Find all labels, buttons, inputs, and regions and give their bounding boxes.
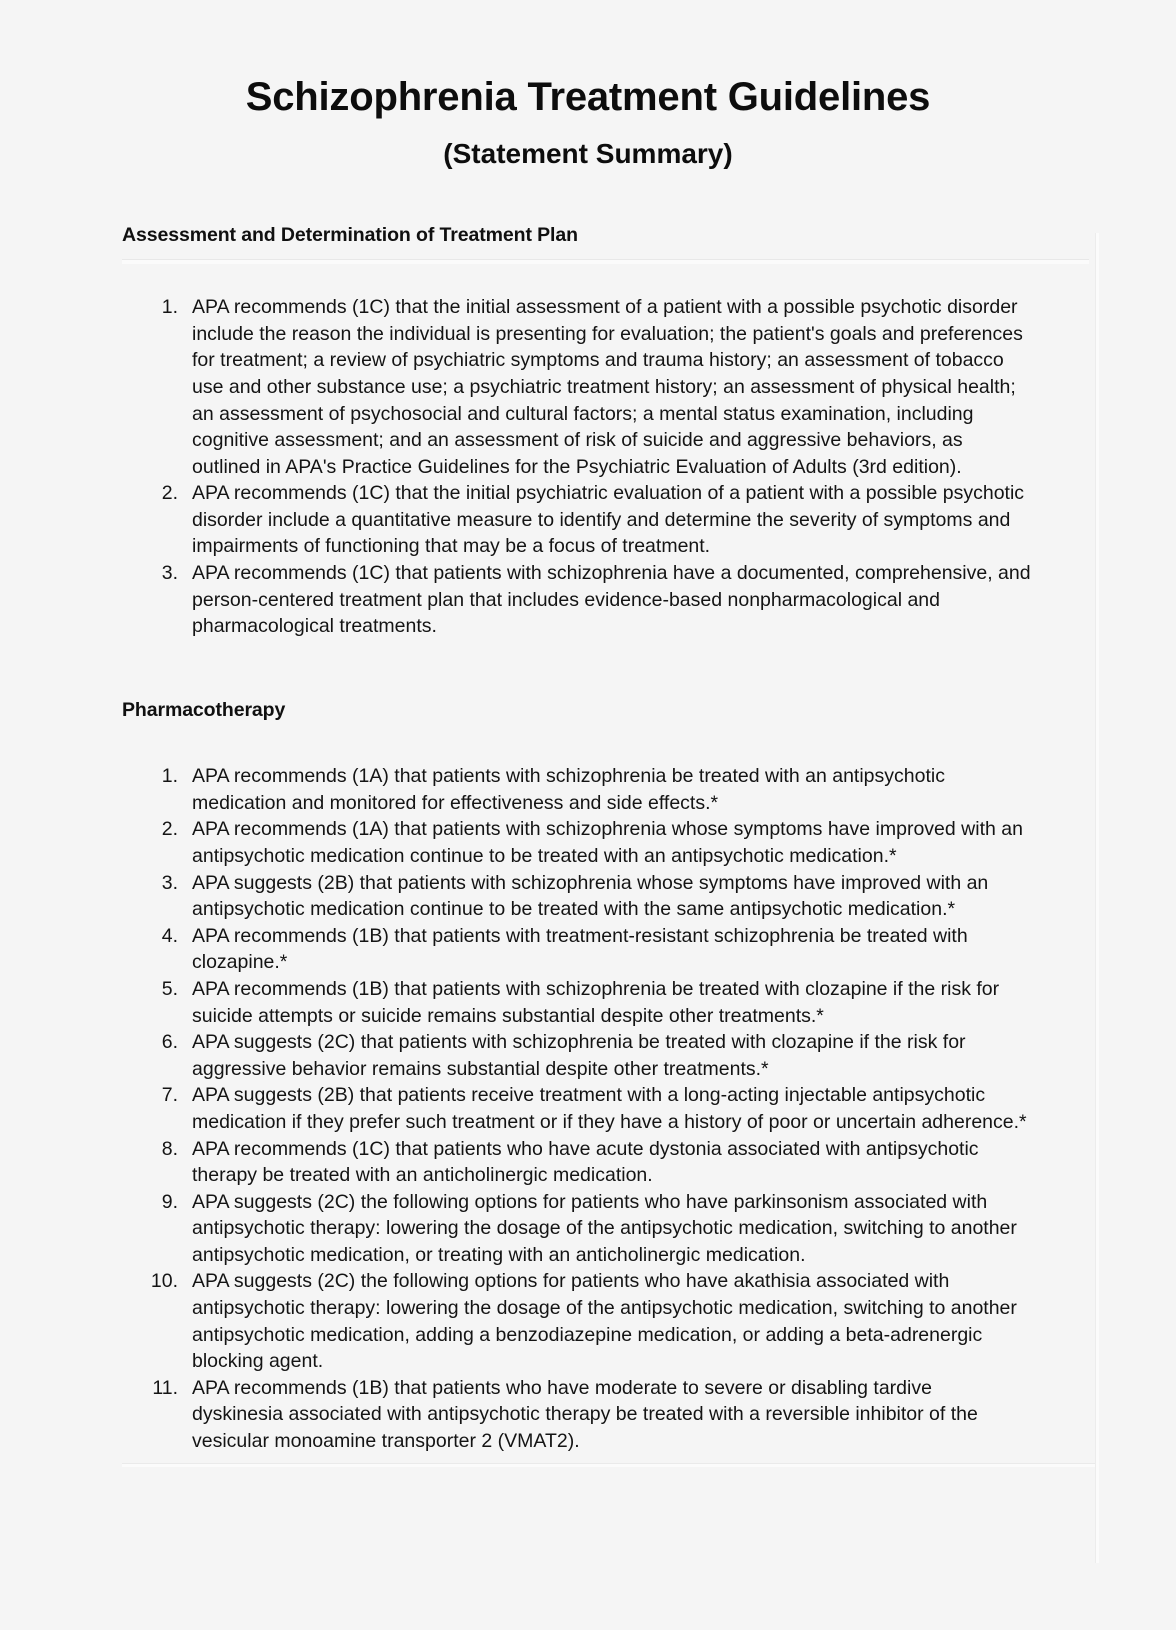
list-item-text: APA suggests (2C) that patients with schizophrenia be treated with clozapine if the risk for aggressive behavior remains substantial despite other treatments.* — [192, 1031, 966, 1080]
list-item — [122, 763, 1027, 816]
list-item-marker: 9. — [161, 1190, 178, 1213]
list-item-text: APA recommends (1A) that patients with schizophrenia whose symptoms have improved with an antipsychotic medication continue to be treated with an antipsychotic medication.* — [192, 818, 1023, 867]
list-item-marker: 1. — [161, 765, 178, 788]
list-item-marker: 11. — [152, 1376, 178, 1399]
list-item-text: APA recommends (1A) that patients with schizophrenia be treated with an antipsychotic medication and monitored for effectiveness and side effects.* — [192, 765, 945, 814]
document-content — [77, 223, 1099, 1455]
list-item — [122, 560, 1034, 640]
title-block — [0, 0, 1176, 171]
list-item-text: APA recommends (1B) that patients with schizophrenia be treated with clozapine if the risk for suicide attempts or suicide remains substantial despite other treatments.* — [192, 977, 1000, 1027]
list-item-text: APA recommends (1B) that patients who have moderate to severe or disabling tardive dyskinesia associated with antipsychotic therapy be treated with a reversible inhibitor of the vesicular monoamine transporter 2 (VMAT2). — [192, 1376, 978, 1453]
list-item — [122, 1082, 1027, 1135]
list-item-marker: 7. — [161, 1084, 178, 1107]
list-item — [122, 1029, 1027, 1082]
list-item — [122, 1189, 1027, 1269]
list-item-text: APA suggests (2B) that patients receive treatment with a long-acting injectable antipsychotic medication if they prefer such treatment or if they have a history of poor or uncertain adherence.* — [192, 1084, 1027, 1133]
list-item — [122, 816, 1027, 869]
list-item-text: APA recommends (1C) that patients with schizophrenia have a documented, comprehensive, and person-centered treatment plan that includes evidence-based nonpharmacological and pharmacological treatments. — [192, 562, 1031, 638]
section-pharmacotherapy — [122, 698, 1091, 1455]
list-item-marker: 3. — [161, 562, 178, 585]
list-item — [122, 294, 1034, 480]
list-item-text: APA recommends (1C) that the initial assessment of a patient with a possible psychotic disorder include the reason the individual is presenting for evaluation; the patient's goals and preferences for treatment; a review of psychiatric symptoms and trauma history; an assessment of tobacco use and other substance use; a psychiatric treatment history; an assessment of physical health; an assessment of psychosocial and cultural factors; a mental status examination, including cognitive assessment; and an assessment of risk of suicide and aggressive behaviors, as outlined in APA's Practice Guidelines for the Psychiatric Evaluation of Adults (3rd edition). — [192, 296, 1023, 478]
list-item — [122, 976, 1027, 1029]
list-item — [122, 1375, 1027, 1455]
section-assessment — [122, 223, 1091, 640]
list-item-text: APA recommends (1C) that the initial psychiatric evaluation of a patient with a possible psychotic disorder include a quantitative measure to identify and determine the severity of symptoms and impairments of functioning that may be a focus of treatment. — [192, 482, 1025, 558]
list-item-marker: 2. — [161, 482, 178, 505]
pharmacotherapy-list — [122, 763, 1027, 1454]
section-heading-assessment: Assessment and Determination of Treatment Plan — [122, 223, 578, 246]
list-item — [122, 480, 1034, 560]
list-item — [122, 1268, 1027, 1374]
list-item-text: APA recommends (1C) that patients who have acute dystonia associated with antipsychotic therapy be treated with an anticholinergic medication. — [192, 1137, 979, 1187]
list-item-text: APA suggests (2C) the following options for patients who have parkinsonism associated with antipsychotic therapy: lowering the dosage of the antipsychotic medication, switching to another antipsychotic medication, or treating with an anticholinergic medication. — [192, 1190, 1017, 1266]
list-item-marker: 8. — [161, 1137, 178, 1160]
list-item — [122, 1136, 1027, 1189]
assessment-list — [122, 294, 1034, 640]
list-item — [122, 870, 1027, 923]
section-heading-pharmacotherapy: Pharmacotherapy — [122, 698, 286, 721]
list-item-marker: 1. — [161, 296, 178, 319]
list-item-marker: 10. — [150, 1270, 178, 1293]
list-item-marker: 5. — [161, 977, 178, 1000]
page-title: Schizophrenia Treatment Guidelines — [245, 75, 931, 119]
list-item-marker: 4. — [161, 924, 178, 947]
list-item-text: APA recommends (1B) that patients with treatment-resistant schizophrenia be treated with clozapine.* — [192, 924, 968, 974]
page-subtitle: (Statement Summary) — [443, 138, 733, 170]
list-item-marker: 2. — [161, 818, 178, 841]
list-item-text: APA suggests (2C) the following options for patients who have akathisia associated with antipsychotic therapy: lowering the dosage of the antipsychotic medication, switching to another antipsychotic medication, adding a benzodiazepine medication, or adding a beta-adrenergic blocking agent. — [192, 1270, 1017, 1373]
list-item-marker: 6. — [161, 1031, 178, 1054]
content-bottom-divider — [122, 1464, 1097, 1467]
list-item-text: APA suggests (2B) that patients with schizophrenia whose symptoms have improved with an antipsychotic medication continue to be treated with the same antipsychotic medication.* — [192, 871, 989, 921]
list-item — [122, 923, 1027, 976]
list-item-marker: 3. — [161, 871, 178, 894]
